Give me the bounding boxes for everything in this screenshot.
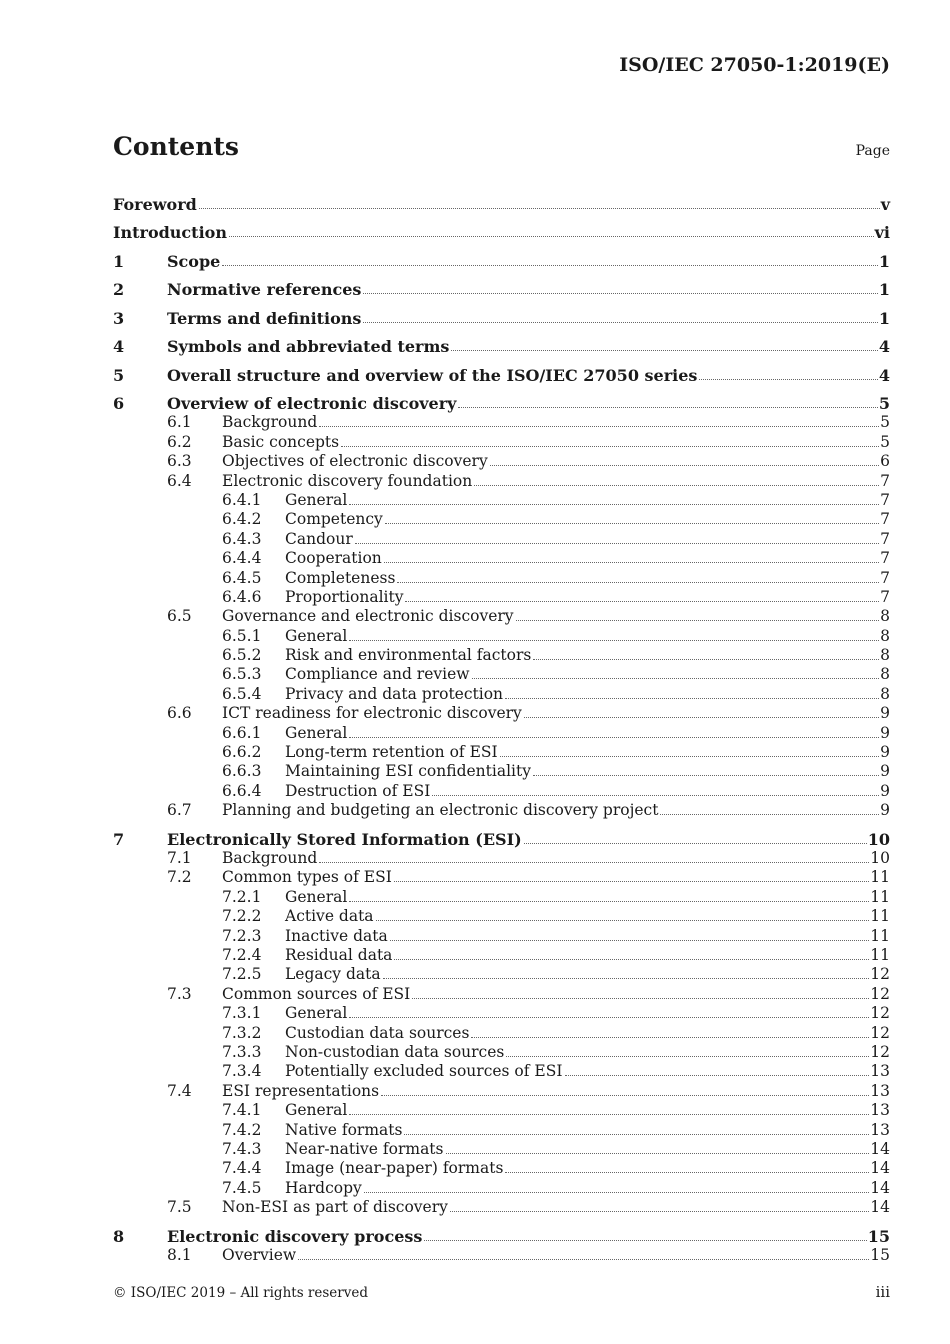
- toc-entry-page: 9: [880, 723, 890, 742]
- toc-entry[interactable]: [113, 1198, 890, 1217]
- toc-entry-title: ICT readiness for electronic discovery: [222, 704, 522, 723]
- toc-entry-number: 7.3.1: [222, 1004, 262, 1023]
- toc-entry[interactable]: [113, 887, 890, 906]
- toc-entry-page: 14: [870, 1139, 890, 1158]
- toc-entry-title: Introduction: [113, 223, 227, 242]
- toc-entry-page: 14: [870, 1159, 890, 1178]
- page-title: Contents: [113, 132, 240, 161]
- toc-entry-number: 7.3.3: [222, 1043, 262, 1061]
- toc-entry-page: 14: [870, 1178, 890, 1197]
- toc-entry-page: 12: [870, 965, 890, 984]
- toc-entry-page: 8: [880, 646, 890, 665]
- toc-dot-leader: [412, 997, 869, 999]
- toc-entry-title: Residual data: [285, 946, 393, 965]
- toc-entry-number: 6.5.3: [222, 665, 262, 684]
- toc-entry-title: Overview of electronic discovery: [167, 394, 457, 413]
- toc-entry[interactable]: [113, 965, 890, 984]
- toc-entry-page: 11: [870, 926, 890, 945]
- page-column-label: Page: [855, 143, 890, 159]
- toc-entry[interactable]: [113, 432, 890, 451]
- toc-entry-number: 6.6.4: [222, 781, 262, 800]
- toc-dot-leader: [524, 842, 867, 844]
- toc-entry[interactable]: [113, 510, 890, 529]
- toc-entry[interactable]: [113, 1043, 890, 1062]
- toc-entry[interactable]: [113, 529, 890, 548]
- toc-dot-leader: [660, 813, 879, 815]
- toc-entry-number: 7.2: [167, 868, 192, 887]
- toc-entry-number: 6.2: [167, 432, 192, 451]
- toc-entry-number: 4: [113, 337, 125, 356]
- toc-entry-title: Overview: [222, 1246, 297, 1265]
- toc-entry-title: Electronically Stored Information (ESI): [167, 829, 522, 849]
- toc-entry-page: 8: [880, 626, 890, 645]
- toc-entry-number: 5: [113, 365, 125, 385]
- toc-entry-page: 1: [878, 251, 890, 271]
- toc-entry-page: 9: [880, 704, 890, 723]
- toc-entry-title: Objectives of electronic discovery: [222, 452, 488, 471]
- toc-entry-page: 13: [870, 1101, 890, 1120]
- toc-entry-title: Background: [222, 849, 318, 868]
- toc-entry-title: Compliance and review: [285, 665, 470, 684]
- toc-entry[interactable]: [113, 1062, 890, 1081]
- toc-entry-number: 6.4.6: [222, 587, 262, 606]
- toc-entry[interactable]: [113, 491, 890, 510]
- toc-entry-number: 6.4.4: [222, 549, 262, 568]
- toc-dot-leader: [451, 349, 877, 351]
- toc-dot-leader: [424, 1239, 866, 1241]
- toc-entry-number: 6.4.2: [222, 510, 262, 529]
- toc-entry-number: 6.4.1: [222, 490, 262, 509]
- toc-entry[interactable]: [113, 452, 890, 471]
- toc-entry[interactable]: [113, 607, 890, 626]
- toc-entry-title: Long-term retention of ESI: [285, 743, 498, 762]
- toc-entry[interactable]: [113, 568, 890, 587]
- toc-entry-number: 3: [113, 308, 125, 328]
- toc-entry[interactable]: [113, 1159, 890, 1178]
- toc-entry[interactable]: [113, 946, 890, 965]
- toc-entry[interactable]: [113, 1217, 890, 1246]
- toc-entry[interactable]: [113, 471, 890, 490]
- toc-entry[interactable]: [113, 1246, 890, 1265]
- toc-entry[interactable]: [113, 907, 890, 926]
- toc-entry[interactable]: [113, 271, 890, 300]
- toc-entry-title: Basic concepts: [222, 432, 340, 451]
- toc-entry-title: Privacy and data protection: [285, 684, 504, 703]
- toc-entry-number: 7: [113, 829, 125, 849]
- toc-entry-number: 7.4.4: [222, 1159, 262, 1178]
- toc-entry[interactable]: [113, 1004, 890, 1023]
- toc-entry-page: v: [880, 194, 890, 214]
- toc-entry-title: Competency: [285, 510, 383, 529]
- toc-dot-leader: [349, 503, 879, 505]
- toc-dot-leader: [349, 736, 879, 738]
- toc-entry[interactable]: [113, 328, 890, 357]
- toc-dot-leader: [222, 264, 878, 266]
- toc-entry-title: Destruction of ESI: [285, 781, 431, 800]
- toc-dot-leader: [385, 522, 879, 524]
- toc-entry-page: 10: [870, 849, 890, 868]
- toc-entry-number: 6.6.2: [222, 743, 262, 762]
- toc-dot-leader: [471, 1036, 869, 1038]
- toc-entry-title: Maintaining ESI confidentiality: [285, 762, 531, 781]
- toc-entry-number: 7.3.2: [222, 1023, 262, 1042]
- toc-entry[interactable]: [113, 1023, 890, 1042]
- toc-entry-number: 7.4.3: [222, 1139, 262, 1158]
- toc-entry-number: 7.2.3: [222, 926, 262, 945]
- toc-entry-number: 7.4.5: [222, 1178, 262, 1197]
- toc-dot-leader: [432, 794, 879, 796]
- toc-entry-number: 6.5.2: [222, 646, 262, 665]
- toc-dot-leader: [450, 1210, 869, 1212]
- toc-dot-leader: [500, 755, 879, 757]
- toc-entry-page: vi: [874, 223, 890, 242]
- toc-entry-title: Scope: [167, 251, 221, 271]
- toc-dot-leader: [505, 1171, 869, 1173]
- toc-entry[interactable]: [113, 801, 890, 820]
- toc-entry[interactable]: [113, 1140, 890, 1159]
- toc-entry-title: Cooperation: [285, 549, 382, 568]
- toc-entry-page: 9: [880, 743, 890, 762]
- toc-entry-number: 7.4.2: [222, 1120, 262, 1139]
- toc-entry-title: Background: [222, 413, 318, 432]
- toc-entry-page: 1: [878, 308, 890, 328]
- toc-dot-leader: [349, 639, 879, 641]
- toc-entry[interactable]: [113, 723, 890, 742]
- toc-dot-leader: [524, 716, 879, 718]
- toc-entry-number: 6.5.1: [222, 626, 262, 645]
- toc-entry-number: 7.3.4: [222, 1062, 262, 1081]
- toc-entry-title: General: [285, 1101, 348, 1120]
- footer-page-number: iii: [875, 1283, 890, 1301]
- toc-entry[interactable]: [113, 646, 890, 665]
- toc-entry-page: 11: [870, 868, 890, 887]
- toc-entry-title: Legacy data: [285, 965, 381, 984]
- toc-entry-number: 6.5: [167, 607, 192, 626]
- toc-entry-title: ESI representations: [222, 1081, 380, 1100]
- toc-entry-number: 6.6: [167, 704, 192, 723]
- toc-entry-page: 7: [880, 510, 890, 529]
- toc-entry-title: General: [285, 626, 348, 645]
- toc-entry-number: 6: [113, 394, 125, 413]
- toc-entry-title: Terms and definitions: [167, 308, 362, 328]
- toc-dot-leader: [474, 484, 879, 486]
- toc-dot-leader: [699, 378, 877, 380]
- toc-entry[interactable]: [113, 299, 890, 328]
- toc-entry-number: 6.3: [167, 452, 192, 471]
- toc-dot-leader: [490, 464, 879, 466]
- toc-entry-number: 7.2.5: [222, 965, 262, 984]
- toc-entry[interactable]: [113, 356, 890, 385]
- toc-entry-page: 12: [870, 984, 890, 1003]
- toc-dot-leader: [383, 977, 870, 979]
- running-header: ISO/IEC 27050-1:2019(E): [619, 54, 890, 76]
- toc-dot-leader: [458, 406, 877, 408]
- toc-entry-title: Proportionality: [285, 587, 404, 606]
- toc-entry-page: 7: [880, 549, 890, 568]
- toc-dot-leader: [355, 542, 879, 544]
- toc-entry-title: Risk and environmental factors: [285, 646, 532, 665]
- toc-dot-leader: [349, 1113, 869, 1115]
- toc-entry-title: Active data: [285, 907, 374, 926]
- toc-entry[interactable]: [113, 984, 890, 1003]
- toc-dot-leader: [363, 321, 877, 323]
- toc-entry[interactable]: [113, 214, 890, 243]
- toc-entry-page: 5: [880, 413, 890, 432]
- toc-entry-title: Native formats: [285, 1120, 403, 1139]
- toc-entry[interactable]: [113, 413, 890, 432]
- toc-entry-title: Electronic discovery foundation: [222, 471, 473, 490]
- toc-entry[interactable]: [113, 549, 890, 568]
- toc-dot-leader: [229, 235, 874, 237]
- toc-entry-page: 4: [878, 365, 890, 385]
- toc-dot-leader: [390, 939, 870, 941]
- toc-entry-page: 10: [867, 829, 890, 849]
- toc-dot-leader: [319, 425, 879, 427]
- toc-entry-page: 8: [880, 684, 890, 703]
- toc-entry-number: 8.1: [167, 1246, 192, 1265]
- toc-entry-title: Completeness: [285, 568, 396, 587]
- toc-entry[interactable]: [113, 588, 890, 607]
- toc-entry-page: 12: [870, 1043, 890, 1061]
- toc-dot-leader: [341, 445, 879, 447]
- toc-entry-title: Common sources of ESI: [222, 984, 411, 1003]
- toc-entry-number: 8: [113, 1226, 125, 1246]
- toc-entry-title: General: [285, 490, 348, 509]
- toc-dot-leader: [394, 958, 869, 960]
- toc-entry-title: Image (near-paper) formats: [285, 1159, 504, 1178]
- toc-entry[interactable]: [113, 1081, 890, 1100]
- toc-entry-title: General: [285, 723, 348, 742]
- toc-entry-title: General: [285, 887, 348, 906]
- toc-dot-leader: [404, 1133, 869, 1135]
- toc-entry[interactable]: [113, 665, 890, 684]
- toc-entry-page: 11: [870, 887, 890, 906]
- toc-dot-leader: [349, 1016, 869, 1018]
- toc-entry-page: 7: [880, 471, 890, 490]
- toc-dot-leader: [376, 919, 870, 921]
- toc-entry-title: Governance and electronic discovery: [222, 607, 514, 626]
- toc-entry-title: Potentially excluded sources of ESI: [285, 1062, 563, 1081]
- footer-copyright: © ISO/IEC 2019 – All rights reserved: [113, 1285, 368, 1301]
- toc-entry-title: Symbols and abbreviated terms: [167, 337, 450, 356]
- toc-entry-number: 7.5: [167, 1198, 192, 1217]
- toc-entry-title: Non-custodian data sources: [285, 1043, 505, 1061]
- toc-entry-page: 7: [880, 568, 890, 587]
- toc-entry-number: 7.4.1: [222, 1101, 262, 1120]
- toc-entry-title: Candour: [285, 529, 353, 548]
- toc-entry-title: Electronic discovery process: [167, 1226, 423, 1246]
- toc-entry-title: Planning and budgeting an electronic discovery project: [222, 801, 659, 820]
- toc-entry-title: Foreword: [113, 194, 197, 214]
- toc-dot-leader: [405, 600, 879, 602]
- toc-entry-number: 6.1: [167, 413, 192, 432]
- toc-entry-number: 6.4.5: [222, 568, 262, 587]
- toc-entry-number: 6.6.3: [222, 762, 262, 781]
- toc-entry-page: 13: [870, 1081, 890, 1100]
- toc-dot-leader: [533, 658, 879, 660]
- toc-entry-page: 11: [870, 907, 890, 926]
- toc-entry[interactable]: [113, 242, 890, 271]
- toc-entry-title: Non-ESI as part of discovery: [222, 1198, 448, 1217]
- toc-dot-leader: [349, 900, 869, 902]
- toc-entry[interactable]: [113, 385, 890, 414]
- toc-entry-title: Inactive data: [285, 926, 388, 945]
- toc-entry[interactable]: [113, 762, 890, 781]
- table-of-contents: [113, 185, 890, 1265]
- toc-entry-title: Overall structure and overview of the ISO/IEC 27050 series: [167, 365, 698, 385]
- toc-entry-page: 7: [880, 587, 890, 606]
- toc-entry-page: 1: [878, 280, 890, 299]
- toc-entry-number: 7.2.1: [222, 887, 262, 906]
- toc-entry[interactable]: [113, 868, 890, 887]
- toc-entry-number: 7.4: [167, 1081, 192, 1100]
- toc-entry-page: 15: [870, 1246, 890, 1265]
- toc-entry-number: 6.6.1: [222, 723, 262, 742]
- toc-dot-leader: [505, 697, 879, 699]
- toc-entry-page: 15: [867, 1226, 890, 1246]
- toc-entry-page: 7: [880, 529, 890, 548]
- toc-dot-leader: [397, 581, 879, 583]
- toc-entry-page: 5: [878, 394, 890, 413]
- toc-entry[interactable]: [113, 185, 890, 214]
- toc-entry[interactable]: [113, 1101, 890, 1120]
- toc-entry-page: 8: [880, 607, 890, 626]
- toc-entry-number: 7.2.4: [222, 946, 262, 965]
- toc-dot-leader: [516, 619, 880, 621]
- toc-entry[interactable]: [113, 1178, 890, 1197]
- toc-entry-page: 13: [870, 1120, 890, 1139]
- toc-entry-number: 6.7: [167, 801, 192, 820]
- toc-entry-page: 6: [880, 452, 890, 471]
- toc-entry-title: General: [285, 1004, 348, 1023]
- toc-entry-page: 11: [870, 946, 890, 965]
- toc-entry-title: Custodian data sources: [285, 1023, 470, 1042]
- toc-entry-number: 7.2.2: [222, 907, 262, 926]
- toc-entry[interactable]: [113, 1120, 890, 1139]
- toc-entry-page: 12: [870, 1023, 890, 1042]
- toc-entry-page: 4: [878, 337, 890, 356]
- toc-entry[interactable]: [113, 704, 890, 723]
- toc-dot-leader: [533, 774, 879, 776]
- toc-entry-title: Hardcopy: [285, 1178, 362, 1197]
- toc-entry-number: 6.4.3: [222, 529, 262, 548]
- toc-entry[interactable]: [113, 626, 890, 645]
- toc-entry-number: 6.4: [167, 471, 192, 490]
- toc-entry-page: 9: [880, 781, 890, 800]
- toc-dot-leader: [298, 1258, 869, 1260]
- toc-dot-leader: [394, 880, 869, 882]
- toc-entry-title: Normative references: [167, 280, 362, 299]
- toc-dot-leader: [364, 1191, 869, 1193]
- toc-dot-leader: [506, 1055, 869, 1057]
- toc-dot-leader: [319, 861, 869, 863]
- toc-entry-number: 7.1: [167, 849, 192, 868]
- toc-entry[interactable]: [113, 743, 890, 762]
- toc-entry[interactable]: [113, 849, 890, 868]
- toc-entry[interactable]: [113, 781, 890, 800]
- toc-entry-page: 7: [880, 490, 890, 509]
- toc-dot-leader: [384, 561, 879, 563]
- toc-dot-leader: [472, 677, 880, 679]
- toc-entry-title: Common types of ESI: [222, 868, 392, 887]
- toc-entry[interactable]: [113, 820, 890, 849]
- toc-entry-page: 5: [880, 432, 890, 451]
- toc-entry-number: 6.5.4: [222, 684, 262, 703]
- toc-entry-number: 7.3: [167, 984, 192, 1003]
- toc-dot-leader: [199, 207, 880, 209]
- toc-dot-leader: [446, 1152, 870, 1154]
- toc-entry-page: 12: [870, 1004, 890, 1023]
- toc-entry-page: 14: [870, 1198, 890, 1217]
- toc-entry-page: 13: [870, 1062, 890, 1081]
- toc-dot-leader: [381, 1094, 869, 1096]
- toc-entry-page: 9: [880, 801, 890, 820]
- toc-entry-page: 9: [880, 762, 890, 781]
- toc-entry-number: 1: [113, 251, 125, 271]
- toc-entry[interactable]: [113, 684, 890, 703]
- toc-entry-number: 2: [113, 280, 125, 299]
- toc-entry[interactable]: [113, 926, 890, 945]
- toc-dot-leader: [565, 1074, 870, 1076]
- toc-entry-title: Near-native formats: [285, 1139, 444, 1158]
- toc-entry-page: 8: [880, 665, 890, 684]
- toc-dot-leader: [363, 292, 877, 294]
